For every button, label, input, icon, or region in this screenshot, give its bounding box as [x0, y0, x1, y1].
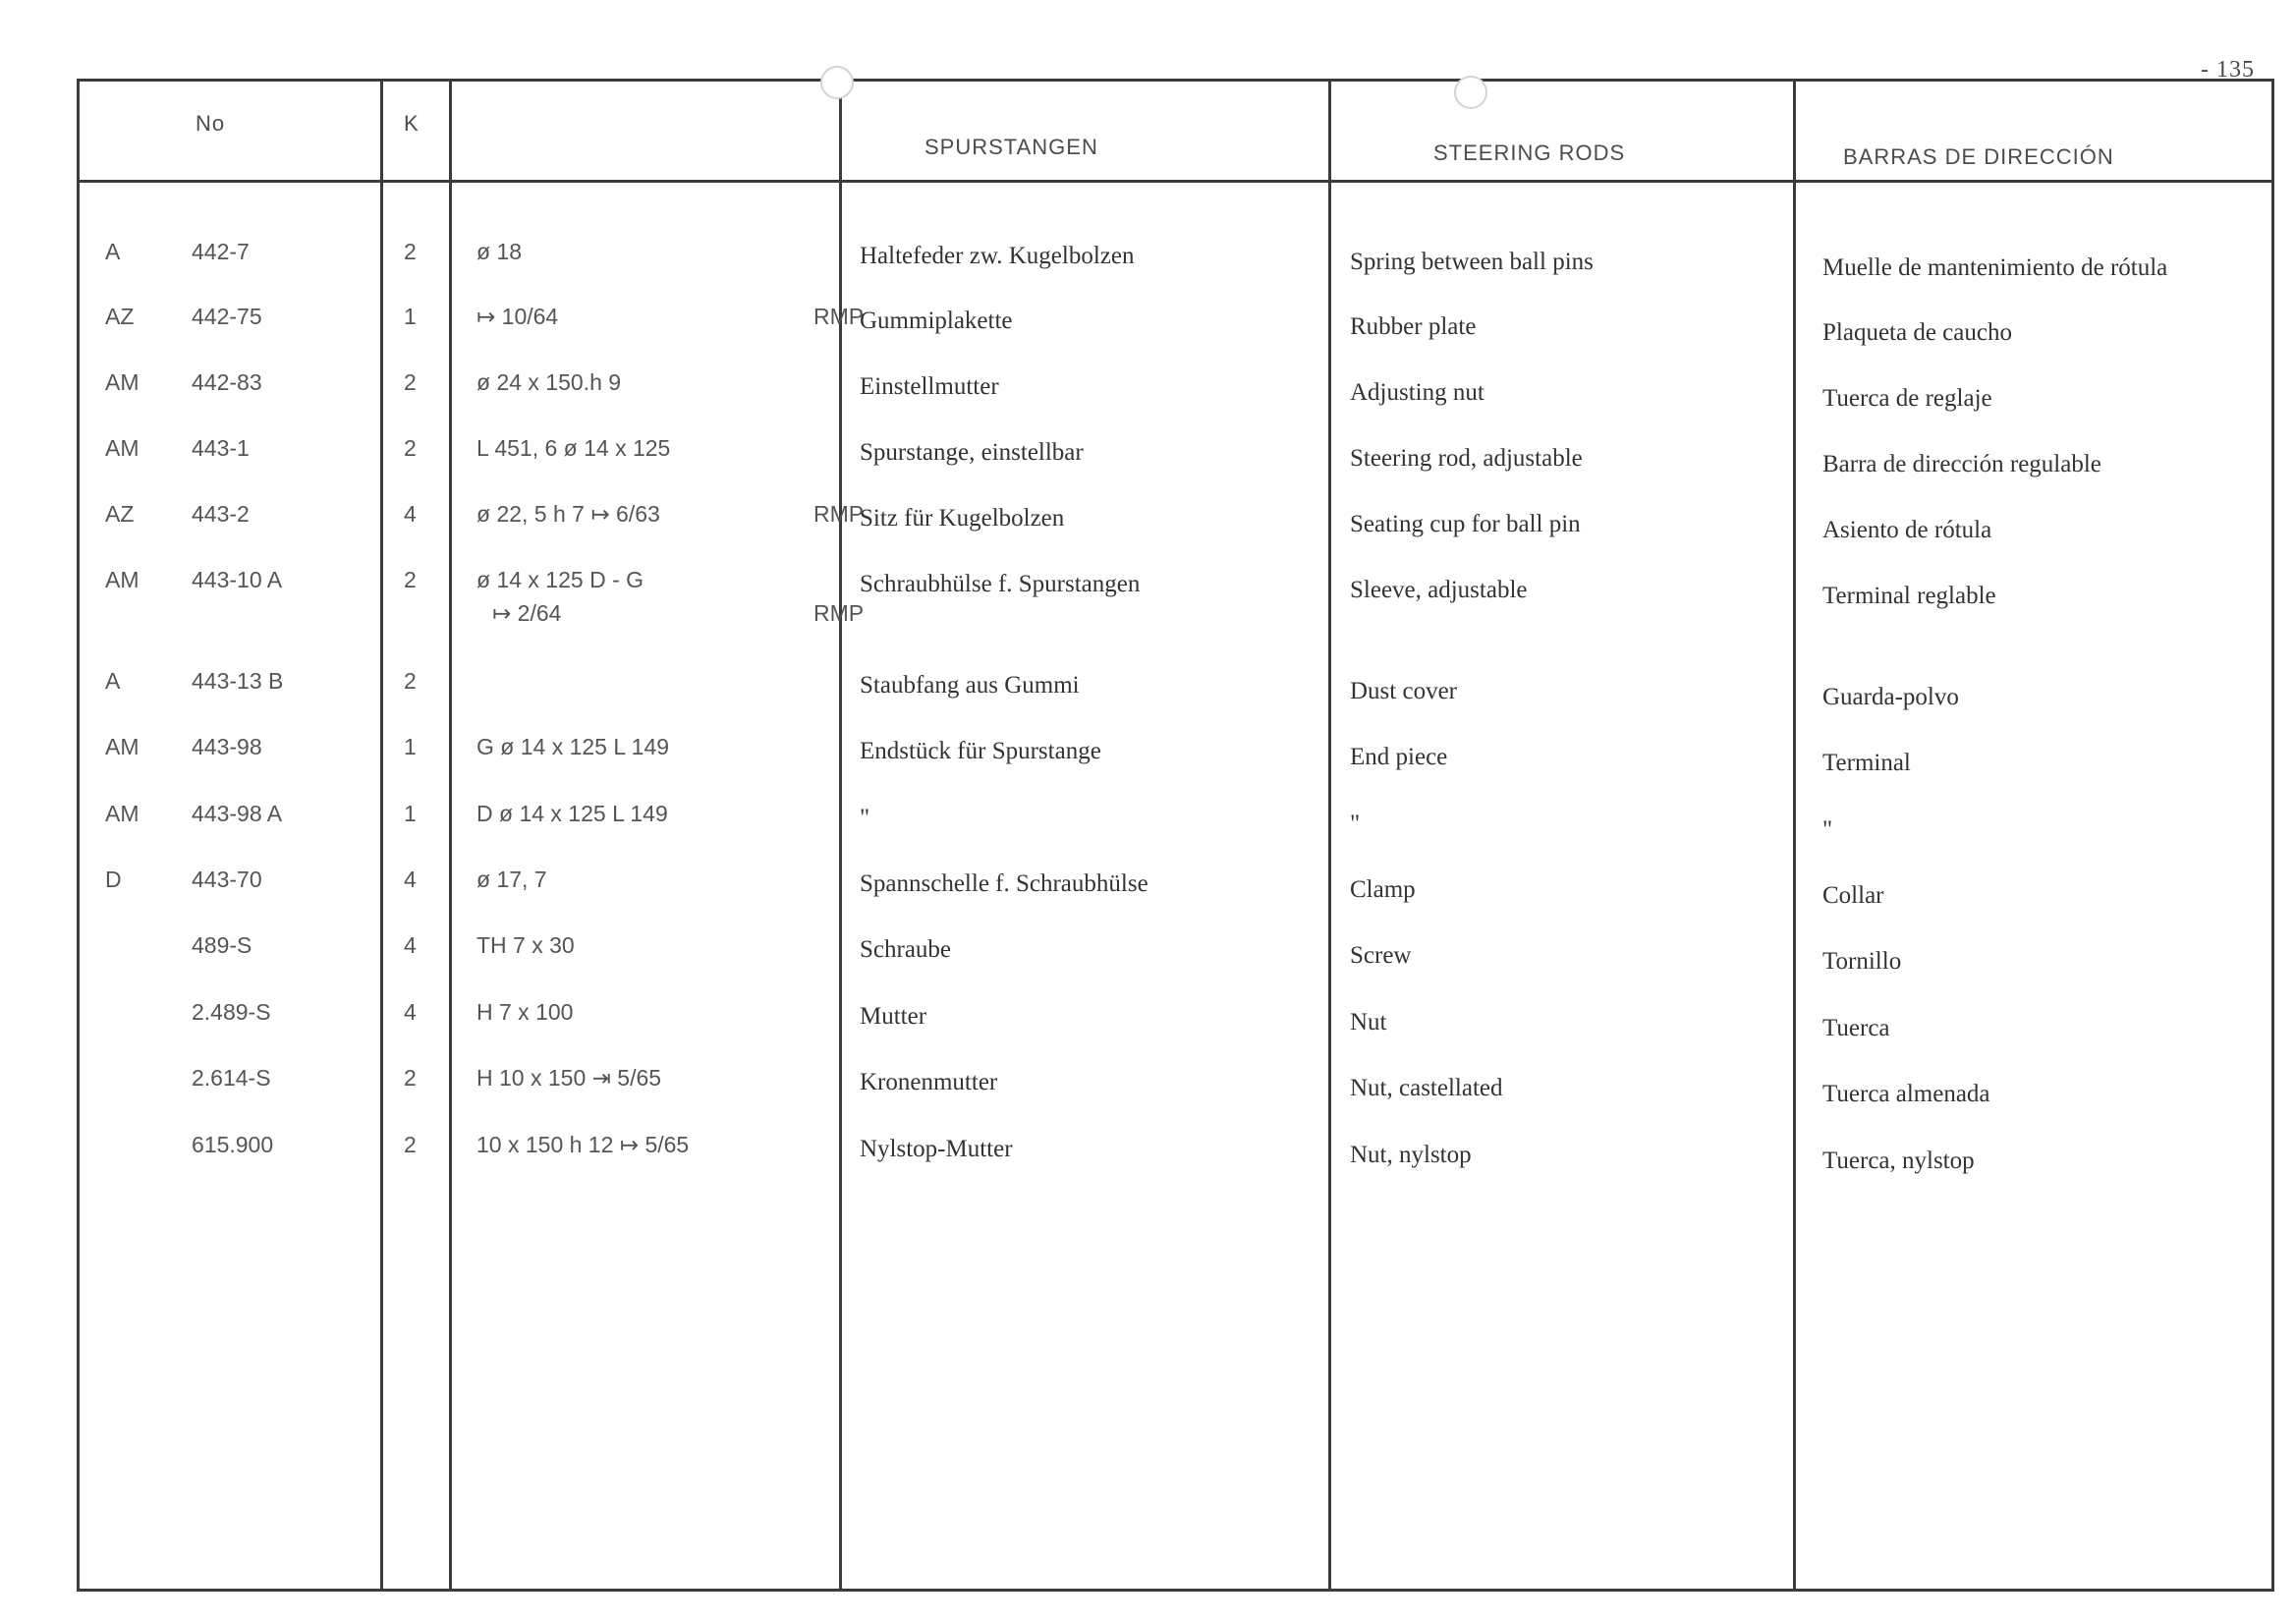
row-part-number: 442-7 — [192, 239, 250, 264]
table-row — [80, 801, 2271, 860]
row-code: A — [105, 239, 121, 264]
row-specification: H 7 x 100 — [476, 999, 574, 1025]
row-german: Einstellmutter — [860, 373, 999, 400]
row-specification: ø 22, 5 h 7 ↦ 6/63 — [476, 501, 660, 527]
row-spanish: Guarda-polvo — [1822, 684, 1959, 710]
row-quantity: 2 — [404, 1132, 417, 1157]
row-german: Gummiplakette — [860, 308, 1013, 334]
row-rmp-note: RMP — [813, 600, 865, 626]
row-english: Seating cup for ball pin — [1350, 511, 1581, 537]
row-code: A — [105, 668, 121, 694]
row-english: Dust cover — [1350, 678, 1457, 704]
row-code: AM — [105, 435, 140, 461]
row-english: Adjusting nut — [1350, 379, 1484, 406]
row-specification: ø 18 — [476, 239, 523, 264]
row-specification: 10 x 150 h 12 ↦ 5/65 — [476, 1132, 690, 1157]
row-quantity: 1 — [404, 801, 417, 826]
row-quantity: 1 — [404, 734, 417, 759]
table-row — [80, 932, 2271, 991]
row-english: " — [1350, 811, 1361, 837]
row-part-number: 442-75 — [192, 304, 262, 329]
row-quantity: 1 — [404, 304, 417, 329]
row-quantity: 4 — [404, 867, 417, 892]
row-part-number: 489-S — [192, 932, 252, 958]
row-specification: L 451, 6 ø 14 x 125 — [476, 435, 671, 461]
row-specification: ø 24 x 150.h 9 — [476, 369, 622, 395]
row-quantity: 2 — [404, 239, 417, 264]
row-part-number: 443-98 A — [192, 801, 283, 826]
header-spanish: BARRAS DE DIRECCIÓN — [1843, 144, 2114, 169]
table-row — [80, 999, 2271, 1058]
row-quantity: 4 — [404, 932, 417, 958]
row-german: Kronenmutter — [860, 1069, 998, 1095]
row-part-number: 442-83 — [192, 369, 262, 395]
row-quantity: 2 — [404, 369, 417, 395]
row-part-number: 615.900 — [192, 1132, 274, 1157]
row-part-number: 443-2 — [192, 501, 250, 527]
table-row — [80, 734, 2271, 793]
row-rmp-note: RMP — [813, 501, 865, 527]
row-specification: G ø 14 x 125 L 149 — [476, 734, 670, 759]
row-spanish: Barra de dirección regulable — [1822, 451, 2101, 477]
row-spanish: Terminal reglable — [1822, 583, 1996, 609]
row-code: D — [105, 867, 122, 892]
row-spanish: Terminal — [1822, 750, 1911, 776]
header-no: No — [196, 111, 226, 136]
header-k: K — [404, 111, 420, 136]
row-english: Clamp — [1350, 876, 1416, 903]
table-row — [80, 304, 2271, 363]
punch-hole-right — [1454, 76, 1487, 109]
row-part-number: 443-70 — [192, 867, 262, 892]
row-code: AZ — [105, 501, 135, 527]
row-german: Spurstange, einstellbar — [860, 439, 1084, 466]
row-part-number: 2.614-S — [192, 1065, 271, 1091]
row-german: Haltefeder zw. Kugelbolzen — [860, 243, 1135, 269]
row-german: Staubfang aus Gummi — [860, 672, 1080, 699]
row-german: Schraubhülse f. Spurstangen — [860, 571, 1141, 597]
row-english: Steering rod, adjustable — [1350, 445, 1583, 472]
row-spanish: " — [1822, 816, 1833, 843]
header-german: SPURSTANGEN — [924, 135, 1098, 159]
row-spanish: Tornillo — [1822, 948, 1902, 975]
row-english: Nut — [1350, 1009, 1387, 1036]
row-german: " — [860, 805, 870, 831]
row-spanish: Asiento de rótula — [1822, 517, 1992, 543]
row-spanish: Collar — [1822, 882, 1884, 909]
row-english: Nut, castellated — [1350, 1075, 1503, 1101]
table-row — [80, 567, 2271, 626]
row-code: AM — [105, 567, 140, 592]
row-german: Spannschelle f. Schraubhülse — [860, 870, 1148, 897]
row-quantity: 2 — [404, 668, 417, 694]
header-english: STEERING RODS — [1433, 140, 1626, 165]
row-spanish: Tuerca almenada — [1822, 1081, 1990, 1107]
row-part-number: 443-98 — [192, 734, 262, 759]
row-code: AM — [105, 801, 140, 826]
table-row — [80, 501, 2271, 560]
table-row — [80, 867, 2271, 925]
page-number: - 135 — [2201, 57, 2255, 83]
table-row — [80, 435, 2271, 494]
row-part-number: 443-13 B — [192, 668, 284, 694]
row-rmp-note: RMP — [813, 304, 865, 329]
row-quantity: 4 — [404, 501, 417, 527]
row-german: Mutter — [860, 1003, 927, 1030]
row-part-number: 2.489-S — [192, 999, 271, 1025]
row-english: Nut, nylstop — [1350, 1142, 1472, 1168]
row-code: AM — [105, 369, 140, 395]
table-row — [80, 1065, 2271, 1124]
row-quantity: 2 — [404, 567, 417, 592]
punch-hole-left — [820, 66, 854, 99]
row-spanish: Muelle de mantenimiento de rótula — [1822, 254, 2168, 281]
row-quantity: 4 — [404, 999, 417, 1025]
row-specification: TH 7 x 30 — [476, 932, 575, 958]
row-english: Rubber plate — [1350, 313, 1477, 340]
row-part-number: 443-10 A — [192, 567, 283, 592]
row-quantity: 2 — [404, 1065, 417, 1091]
row-specification: D ø 14 x 125 L 149 — [476, 801, 668, 826]
row-specification: H 10 x 150 ⇥ 5/65 — [476, 1065, 662, 1091]
row-code: AM — [105, 734, 140, 759]
row-specification: ↦ 10/64 — [476, 304, 559, 329]
row-spanish: Tuerca, nylstop — [1822, 1148, 1975, 1174]
row-german: Nylstop-Mutter — [860, 1136, 1013, 1162]
row-specification-line2: ↦ 2/64 — [492, 600, 562, 626]
table-row — [80, 369, 2271, 428]
row-german: Sitz für Kugelbolzen — [860, 505, 1065, 532]
row-english: End piece — [1350, 744, 1448, 770]
row-quantity: 2 — [404, 435, 417, 461]
row-english: Screw — [1350, 942, 1412, 969]
table-row — [80, 239, 2271, 298]
parts-table — [77, 79, 2274, 1592]
row-spanish: Tuerca — [1822, 1015, 1890, 1041]
table-row — [80, 1132, 2271, 1191]
row-german: Endstück für Spurstange — [860, 738, 1101, 764]
table-row — [80, 668, 2271, 727]
row-part-number: 443-1 — [192, 435, 250, 461]
row-specification: ø 14 x 125 D - G — [476, 567, 644, 592]
row-english: Sleeve, adjustable — [1350, 577, 1528, 603]
row-spanish: Plaqueta de caucho — [1822, 319, 2012, 346]
row-specification: ø 17, 7 — [476, 867, 547, 892]
row-spanish: Tuerca de reglaje — [1822, 385, 1992, 412]
row-code: AZ — [105, 304, 135, 329]
header-divider — [80, 180, 2271, 183]
row-english: Spring between ball pins — [1350, 249, 1594, 275]
row-german: Schraube — [860, 936, 952, 963]
